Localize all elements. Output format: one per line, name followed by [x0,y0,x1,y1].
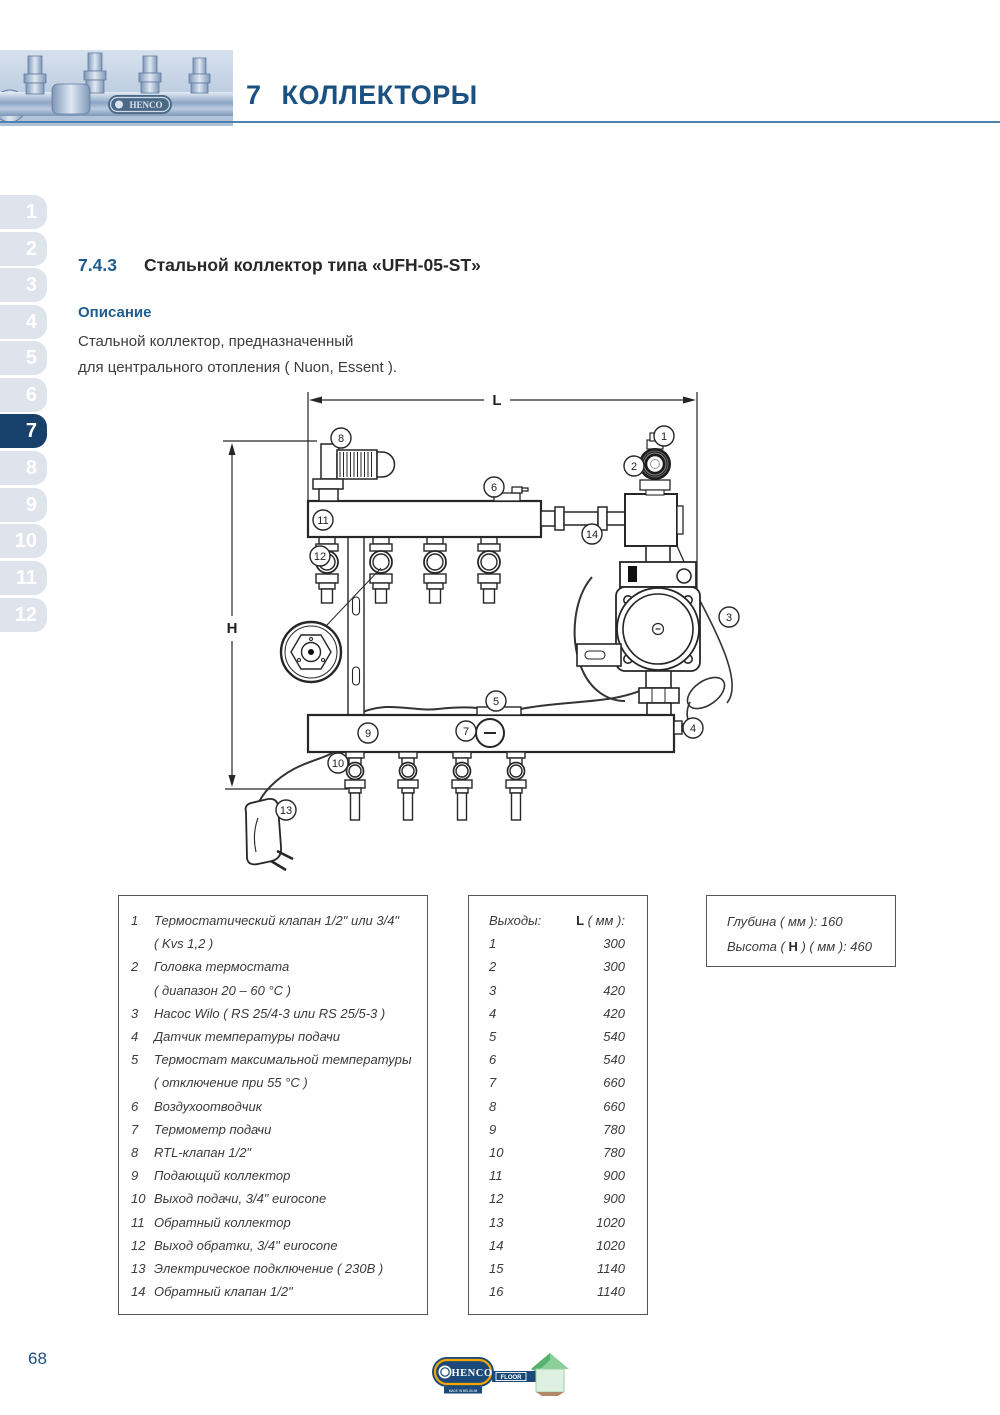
svg-text:14: 14 [585,529,599,541]
legend-item: 1 Термостатический клапан 1/2" или 3/4" [131,913,400,928]
svg-text:6: 6 [490,482,498,494]
svg-text:H: H [226,620,238,637]
svg-text:L: L [492,392,502,409]
outputs-header [469,909,647,932]
svg-text:5: 5 [492,696,500,708]
svg-text:HENCO: HENCO [129,100,163,110]
sidebar-tab-6[interactable]: 6 [0,378,47,412]
outputs-row: 2 300 [489,959,625,975]
henco-floor-logo [430,1347,580,1410]
svg-text:10: 10 [331,758,345,770]
legend-item-note: ( Kvs 1,2 ) [154,936,214,952]
legend-item-note: ( отключение при 55 °C ) [154,1075,308,1091]
chapter-heading [246,80,478,111]
svg-text:FLOOR: FLOOR [500,1375,522,1381]
section-number: 7.4.3 [78,255,117,275]
check-valve-connector [541,507,625,530]
valve-block [625,480,683,546]
legend-item: 13 Электрическое подключение ( 230В ) [131,1261,384,1277]
manifold-diagram [215,385,760,890]
dimensions-info-box [706,895,896,967]
sidebar-tab-2[interactable]: 2 [0,232,47,266]
legend-item: 8 RTL-клапан 1/2" [131,1145,252,1161]
svg-text:9: 9 [364,728,372,740]
callout-6 [484,477,504,497]
outputs-row: 9 780 [489,1121,625,1137]
depth-line: Глубина ( мм ): 160 [727,914,843,929]
svg-text:13: 13 [279,805,293,817]
svg-text:4: 4 [689,723,697,735]
rtl-valve [313,444,395,501]
sidebar-tab-11[interactable]: 11 [0,561,47,595]
outputs-table [468,895,648,1315]
description-heading: Описание [78,304,152,321]
outputs-row: 6 540 [489,1052,625,1068]
outputs-row: 4 420 [489,1005,625,1021]
legend-item: 11 Обратный коллектор [131,1214,291,1230]
page-number: 68 [28,1349,47,1368]
description-text [78,329,397,381]
sidebar-tab-1[interactable]: 1 [0,195,47,229]
header-photo [0,50,233,126]
svg-text:7: 7 [462,726,470,738]
svg-text:12: 12 [313,551,327,563]
outputs-row: 16 1140 [489,1284,625,1300]
svg-text:2: 2 [630,461,638,473]
legend-item: 7 Термометр подачи [131,1121,272,1137]
sidebar-tab-12[interactable]: 12 [0,598,47,632]
outputs-row: 1 300 [489,936,625,952]
outputs-row: 10 780 [489,1145,625,1161]
outputs-row: 13 1020 [489,1214,625,1230]
callout-4 [683,718,703,738]
section-title: Стальной коллектор типа «UFH-05-ST» [143,255,481,275]
outputs-row: 15 1140 [489,1261,625,1277]
callout-14 [582,524,602,544]
outputs-row: 3 420 [489,982,625,998]
header-rule [0,121,1000,123]
callout-2 [624,456,644,476]
sidebar-tab-5[interactable]: 5 [0,341,47,375]
sidebar-tab-3[interactable]: 3 [0,268,47,302]
house-icon [531,1353,569,1396]
supply-outputs [345,752,526,820]
legend-item: 12 Выход обратки, 3/4" eurocone [131,1237,338,1253]
sidebar-tab-4[interactable]: 4 [0,305,47,339]
legend-item: 6 Воздухоотводчик [131,1098,262,1114]
outputs-col2-header-rest: ( мм ): [584,913,625,928]
outputs-col2-header-bold: L [576,913,585,928]
sidebar-tab-7-active[interactable]: 7 [0,414,47,448]
sidebar-tab-10[interactable]: 10 [0,524,47,558]
sidebar-tab-9[interactable]: 9 [0,488,47,522]
description-line-2: для центрального отопления ( Nuon, Essent ). [78,359,398,376]
legend-item: 4 Датчик температуры подачи [131,1029,340,1045]
callout-10 [328,753,348,773]
callout-8 [331,428,351,448]
legend-item: 5 Термостат максимальной температуры [131,1052,412,1068]
outputs-col1-header: Выходы: [489,913,542,928]
callout-13 [276,800,296,820]
callout-5 [486,691,506,711]
height-line: Высота ( H ) ( мм ): 460 [727,939,873,954]
legend-item-note: ( диапазон 20 – 60 °C ) [154,982,291,998]
legend-box [118,895,428,1315]
outputs-row: 5 540 [489,1029,625,1045]
chapter-number: 7 [246,80,262,110]
outputs-row: 14 1020 [489,1237,625,1253]
supply-thermometer [476,719,504,747]
callout-7 [456,721,476,741]
sidebar-tab-8[interactable]: 8 [0,451,47,485]
svg-text:8: 8 [337,433,345,445]
outputs-row: 11 900 [489,1168,625,1184]
return-outputs [313,537,500,603]
callout-12 [310,546,330,566]
legend-item: 14 Обратный клапан 1/2" [131,1284,293,1300]
outputs-row: 7 660 [489,1075,625,1091]
legend-item: 2 Головка термостата [131,959,290,975]
callout-9 [358,723,378,743]
svg-text:MADE IN BELGIUM: MADE IN BELGIUM [448,1388,478,1393]
mounting-strut [348,537,364,715]
callout-1 [654,426,674,446]
svg-text:HENCO: HENCO [451,1368,493,1379]
svg-text:1: 1 [660,431,668,443]
svg-text:11: 11 [317,515,329,527]
legend-item: 10 Выход подачи, 3/4" eurocone [131,1191,327,1207]
description-line-1: Стальной коллектор, предназначенный [78,333,354,350]
legend-item: 3 Насос Wilo ( RS 25/4-3 или RS 25/5-3 ) [131,1005,386,1021]
callout-3 [719,607,739,627]
outputs-row: 12 900 [489,1191,625,1207]
outputs-row: 8 660 [489,1098,625,1114]
return-collector-bar [308,501,541,537]
section-heading [78,255,481,276]
legend-item: 9 Подающий коллектор [131,1168,291,1184]
chapter-title: КОЛЛЕКТОРЫ [281,80,478,110]
callout-11 [313,510,333,530]
henco-oval-logo [432,1357,494,1394]
svg-text:3: 3 [725,612,733,624]
